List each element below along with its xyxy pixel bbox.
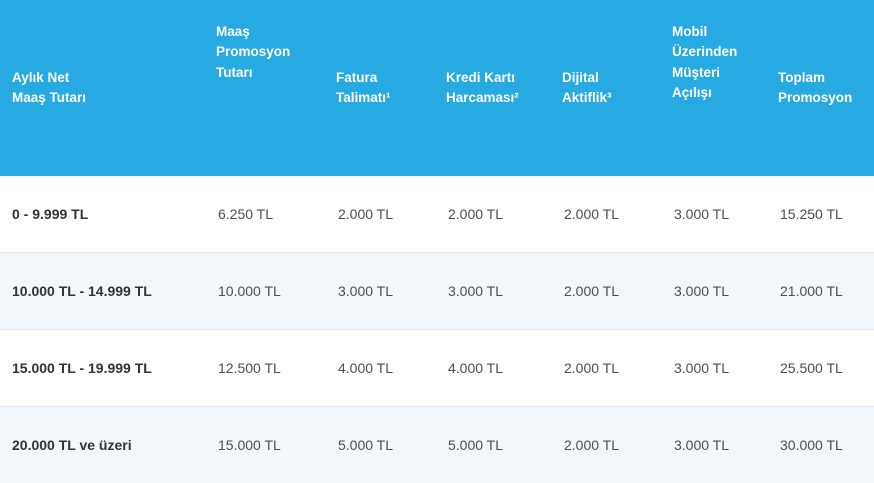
header-line: Üzerinden (672, 42, 764, 62)
table-body (0, 176, 874, 483)
column-header-total-promotion (772, 0, 874, 176)
header-line: Fatura (336, 68, 432, 88)
header-line: Talimatı¹ (336, 88, 432, 108)
header-line: Harcaması² (446, 88, 548, 108)
cell-mobile-customer-opening: 3.000 TL (666, 330, 772, 407)
cell-invoice-instruction: 4.000 TL (330, 330, 440, 407)
header-line: Aylık Net (12, 68, 202, 88)
table-row (0, 330, 874, 407)
column-header-monthly-net-salary (0, 0, 210, 176)
cell-credit-card-spending: 5.000 TL (440, 407, 556, 483)
cell-salary-range: 15.000 TL - 19.999 TL (0, 330, 210, 407)
cell-invoice-instruction: 2.000 TL (330, 176, 440, 253)
cell-total-promotion: 25.500 TL (772, 330, 874, 407)
header-line: Maaş (216, 22, 322, 42)
cell-salary-promotion: 12.500 TL (210, 330, 330, 407)
header-line: Mobil (672, 22, 764, 42)
cell-credit-card-spending: 4.000 TL (440, 330, 556, 407)
cell-credit-card-spending: 2.000 TL (440, 176, 556, 253)
column-header-invoice-instruction (330, 0, 440, 176)
cell-digital-activity: 2.000 TL (556, 176, 666, 253)
cell-salary-promotion: 10.000 TL (210, 253, 330, 330)
table-row (0, 176, 874, 253)
header-line: Promosyon (778, 88, 866, 108)
cell-salary-range: 0 - 9.999 TL (0, 176, 210, 253)
cell-mobile-customer-opening: 3.000 TL (666, 407, 772, 483)
cell-total-promotion: 30.000 TL (772, 407, 874, 483)
cell-invoice-instruction: 3.000 TL (330, 253, 440, 330)
cell-digital-activity: 2.000 TL (556, 407, 666, 483)
table-header-row (0, 0, 874, 176)
header-line: Toplam (778, 68, 866, 88)
cell-salary-promotion: 15.000 TL (210, 407, 330, 483)
cell-digital-activity: 2.000 TL (556, 253, 666, 330)
header-line: Dijital (562, 68, 658, 88)
header-line: Kredi Kartı (446, 68, 548, 88)
column-header-mobile-customer-opening (666, 0, 772, 176)
cell-total-promotion: 15.250 TL (772, 176, 874, 253)
cell-salary-range: 20.000 TL ve üzeri (0, 407, 210, 483)
cell-salary-range: 10.000 TL - 14.999 TL (0, 253, 210, 330)
cell-mobile-customer-opening: 3.000 TL (666, 253, 772, 330)
cell-credit-card-spending: 3.000 TL (440, 253, 556, 330)
header-line: Tutarı (216, 63, 322, 83)
header-line: Açılışı (672, 83, 764, 103)
header-line: Müşteri (672, 63, 764, 83)
cell-digital-activity: 2.000 TL (556, 330, 666, 407)
cell-invoice-instruction: 5.000 TL (330, 407, 440, 483)
header-line: Aktiflik³ (562, 88, 658, 108)
column-header-salary-promotion-amount (210, 0, 330, 176)
header-line: Promosyon (216, 42, 322, 62)
column-header-credit-card-spending (440, 0, 556, 176)
cell-total-promotion: 21.000 TL (772, 253, 874, 330)
column-header-digital-activity (556, 0, 666, 176)
header-line: Maaş Tutarı (12, 88, 202, 108)
table-row (0, 407, 874, 483)
cell-mobile-customer-opening: 3.000 TL (666, 176, 772, 253)
table-row (0, 253, 874, 330)
table-header (0, 0, 874, 176)
cell-salary-promotion: 6.250 TL (210, 176, 330, 253)
